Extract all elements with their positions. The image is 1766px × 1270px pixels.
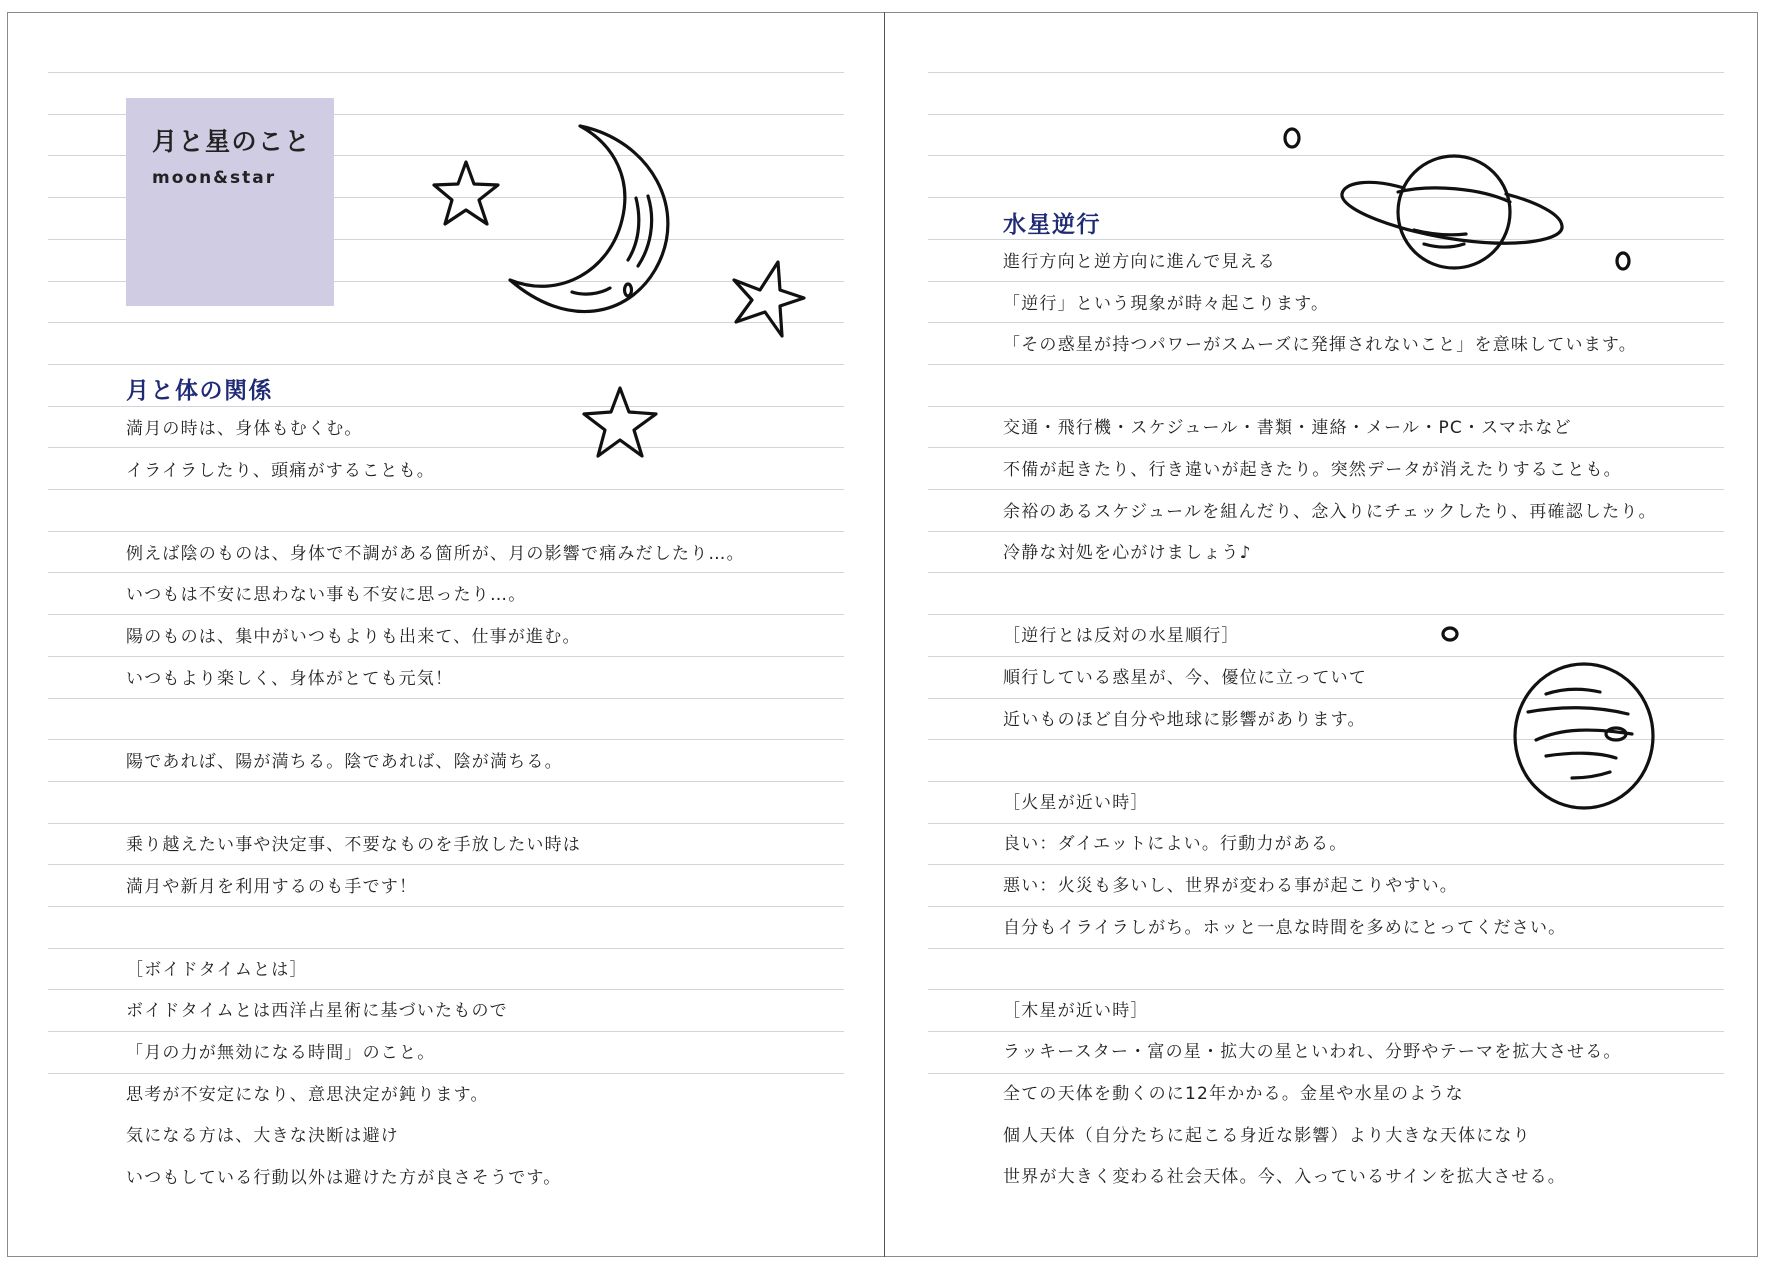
text-line: 思考が不安定になり、意思決定が鈍ります。	[126, 1084, 489, 1105]
rule-line	[48, 489, 844, 490]
crescent-moon-icon	[500, 120, 700, 340]
page-title: 月と星のこと	[152, 127, 312, 156]
text-line: 進行方向と逆方向に進んで見える	[1003, 252, 1276, 272]
star-icon	[582, 384, 660, 460]
text-line: 世界が大きく変わる社会天体。今、入っているサインを拡大させる。	[1003, 1167, 1567, 1188]
text-line: ［木星が近い時］	[1003, 1000, 1149, 1021]
rule-line	[928, 406, 1724, 407]
text-line: 余裕のあるスケジュールを組んだり、念入りにチェックしたり、再確認したり。	[1003, 501, 1657, 522]
rule-line	[928, 823, 1724, 824]
text-line: 満月や新月を利用するのも手です！	[126, 876, 418, 897]
text-line: 「その惑星が持つパワーがスムーズに発揮されないこと」を意味しています。	[1003, 335, 1637, 356]
page-subtitle: moon&star	[152, 168, 277, 188]
rule-line	[48, 989, 844, 990]
rule-line	[48, 406, 844, 407]
text-line: 全ての天体を動くのに12年かかる。金星や水星のような	[1003, 1084, 1464, 1104]
rule-line	[928, 989, 1724, 990]
rule-line	[928, 531, 1724, 532]
rule-line	[48, 72, 844, 73]
rule-line	[48, 906, 844, 907]
text-line: 陽のものは、集中がいつもよりも出来て、仕事が進む。	[126, 627, 581, 647]
text-line: 満月の時は、身体もむくむ。	[126, 419, 363, 439]
rule-line	[928, 364, 1724, 365]
rule-line	[48, 614, 844, 615]
rule-line	[48, 1031, 844, 1032]
text-line: イライラしたり、頭痛がすることも。	[126, 460, 435, 481]
small-circle-icon	[1438, 622, 1462, 646]
section-heading: 月と体の関係	[126, 378, 273, 404]
text-line: 例えば陰のものは、身体で不調がある箇所が、月の影響で痛みだしたり…。	[126, 543, 745, 564]
rule-line	[48, 1073, 844, 1074]
rule-line	[928, 197, 1724, 198]
rule-line	[48, 364, 844, 365]
rule-line	[48, 531, 844, 532]
rule-line	[928, 155, 1724, 156]
rule-line	[928, 322, 1724, 323]
rule-line	[48, 698, 844, 699]
text-line: 不備が起きたり、行き違いが起きたり。突然データが消えたりすることも。	[1003, 460, 1622, 480]
rule-line	[928, 864, 1724, 865]
ringed-planet-icon	[1340, 144, 1566, 280]
text-line: ［ボイドタイムとは］	[126, 959, 308, 980]
text-line: 個人天体（自分たちに起こる身近な影響）より大きな天体になり	[1003, 1125, 1531, 1146]
small-circle-icon	[1280, 124, 1304, 152]
text-line: ［逆行とは反対の水星順行］	[1003, 626, 1240, 647]
rule-line	[928, 656, 1724, 657]
rule-line	[48, 447, 844, 448]
rule-line	[48, 322, 844, 323]
right-page	[884, 0, 1766, 1270]
rule-line	[928, 114, 1724, 115]
striped-planet-icon	[1512, 660, 1658, 812]
rule-line	[48, 864, 844, 865]
rule-line	[928, 948, 1724, 949]
rule-line	[928, 906, 1724, 907]
rule-line	[48, 948, 844, 949]
rule-line	[48, 739, 844, 740]
rule-line	[928, 1073, 1724, 1074]
text-line: いつもしている行動以外は避けた方が良さそうです。	[126, 1167, 562, 1188]
star-icon	[432, 158, 504, 230]
text-line: 近いものほど自分や地球に影響があります。	[1003, 709, 1366, 730]
text-line: 気になる方は、大きな決断は避け	[126, 1126, 399, 1147]
rule-line	[928, 572, 1724, 573]
rule-line	[48, 656, 844, 657]
section-heading: 水星逆行	[1003, 212, 1101, 238]
text-line: 交通・飛行機・スケジュール・書類・連絡・メール・PC・スマホなど	[1003, 418, 1572, 439]
text-line: いつもは不安に思わない事も不安に思ったり…。	[126, 585, 527, 606]
text-line: 「月の力が無効になる時間」のこと。	[126, 1043, 436, 1063]
text-line: 悪い：火災も多いし、世界が変わる事が起こりやすい。	[1003, 876, 1458, 896]
text-line: ラッキースター・富の星・拡大の星といわれ、分野やテーマを拡大させる。	[1003, 1042, 1622, 1063]
rule-line	[928, 614, 1724, 615]
rule-line	[928, 447, 1724, 448]
text-line: 「逆行」という現象が時々起こります。	[1003, 293, 1330, 314]
rule-line	[928, 281, 1724, 282]
rule-line	[48, 823, 844, 824]
text-line: 乗り越えたい事や決定事、不要なものを手放したい時は	[126, 835, 581, 855]
text-line: ［火星が近い時］	[1003, 792, 1149, 813]
rule-line	[928, 72, 1724, 73]
text-line: 冷静な対処を心がけましょう♪	[1003, 543, 1252, 564]
text-line: 自分もイライラしがち。ホッと一息な時間を多めにとってください。	[1003, 917, 1567, 938]
text-line: 陽であれば、陽が満ちる。陰であれば、陰が満ちる。	[126, 751, 563, 772]
rule-line	[48, 781, 844, 782]
text-line: 順行している惑星が、今、優位に立っていて	[1003, 668, 1367, 688]
text-line: いつもより楽しく、身体がとても元気！	[126, 668, 454, 689]
rule-line	[928, 1031, 1724, 1032]
rule-line	[48, 572, 844, 573]
star-icon	[732, 260, 806, 344]
rule-line	[928, 489, 1724, 490]
title-box	[126, 98, 334, 306]
small-circle-icon	[1612, 248, 1634, 274]
text-line: ボイドタイムとは西洋占星術に基づいたもので	[126, 1001, 508, 1022]
text-line: 良い：ダイエットによい。行動力がある。	[1003, 834, 1348, 855]
